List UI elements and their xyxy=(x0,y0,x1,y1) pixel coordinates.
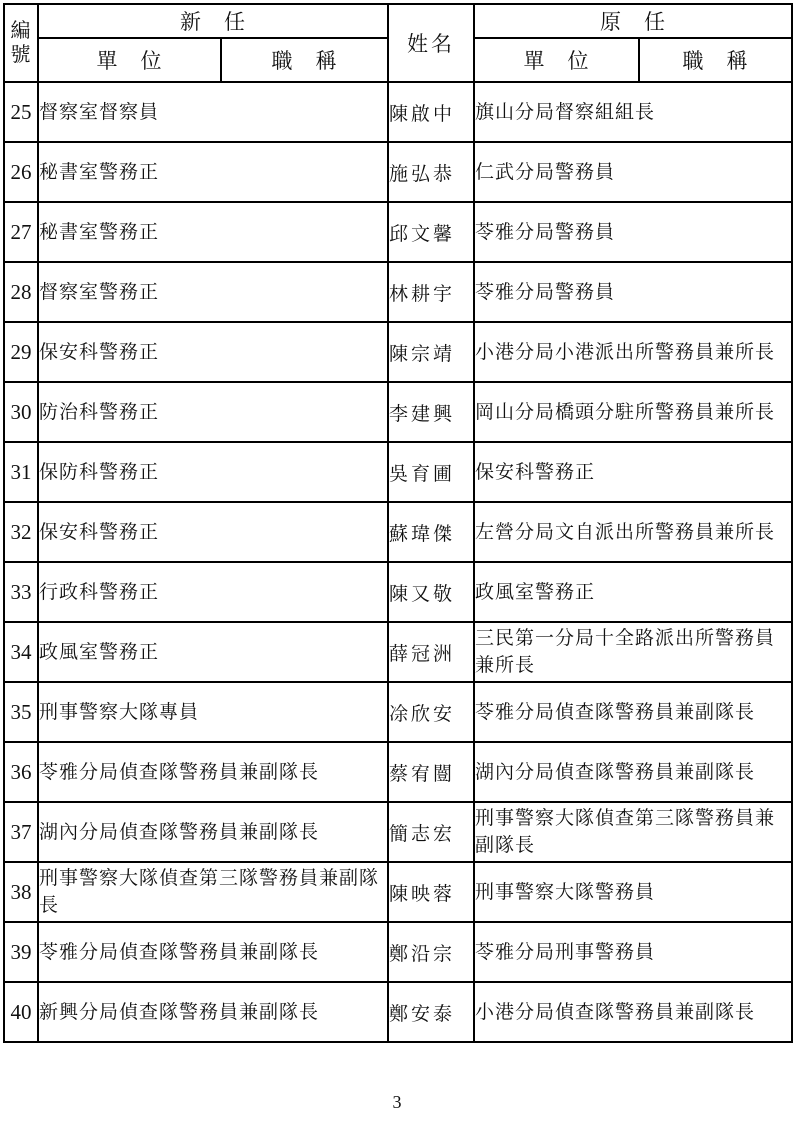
row-number-cell: 30 xyxy=(4,382,38,442)
table-row xyxy=(4,202,792,262)
former-post-cell: 仁武分局警務員 xyxy=(474,142,792,202)
row-number-cell: 36 xyxy=(4,742,38,802)
new-post-cell: 苓雅分局偵查隊警務員兼副隊長 xyxy=(38,742,388,802)
table-row xyxy=(4,682,792,742)
header-former-post: 原 任 xyxy=(474,4,792,38)
name-cell: 陳又敬 xyxy=(388,562,474,622)
former-post-cell: 小港分局小港派出所警務員兼所長 xyxy=(474,322,792,382)
new-post-cell: 秘書室警務正 xyxy=(38,142,388,202)
new-post-cell: 保安科警務正 xyxy=(38,322,388,382)
name-cell: 鄭安泰 xyxy=(388,982,474,1042)
new-post-cell: 秘書室警務正 xyxy=(38,202,388,262)
name-cell: 陳宗靖 xyxy=(388,322,474,382)
table-row xyxy=(4,502,792,562)
former-post-cell: 苓雅分局警務員 xyxy=(474,262,792,322)
table-row xyxy=(4,862,792,922)
new-post-cell: 督察室督察員 xyxy=(38,82,388,142)
row-number-cell: 31 xyxy=(4,442,38,502)
former-post-cell: 三民第一分局十全路派出所警務員兼所長 xyxy=(474,622,792,682)
row-number-cell: 35 xyxy=(4,682,38,742)
personnel-transfer-table xyxy=(3,3,793,1043)
former-post-cell: 政風室警務正 xyxy=(474,562,792,622)
name-cell: 鄭沿宗 xyxy=(388,922,474,982)
name-cell: 林耕宇 xyxy=(388,262,474,322)
header-new-title: 職 稱 xyxy=(221,38,388,82)
former-post-cell: 苓雅分局偵查隊警務員兼副隊長 xyxy=(474,682,792,742)
table-row xyxy=(4,982,792,1042)
name-cell: 邱文馨 xyxy=(388,202,474,262)
name-cell: 施弘恭 xyxy=(388,142,474,202)
row-number-cell: 34 xyxy=(4,622,38,682)
name-cell: 吳育圃 xyxy=(388,442,474,502)
table-row xyxy=(4,922,792,982)
row-number-cell: 29 xyxy=(4,322,38,382)
name-cell: 陳映蓉 xyxy=(388,862,474,922)
header-name: 姓名 xyxy=(388,4,474,82)
name-cell: 薛冠洲 xyxy=(388,622,474,682)
former-post-cell: 刑事警察大隊警務員 xyxy=(474,862,792,922)
new-post-cell: 刑事警察大隊偵查第三隊警務員兼副隊長 xyxy=(38,862,388,922)
table-row xyxy=(4,142,792,202)
table-body xyxy=(4,82,792,1042)
former-post-cell: 苓雅分局警務員 xyxy=(474,202,792,262)
row-number-cell: 40 xyxy=(4,982,38,1042)
former-post-cell: 湖內分局偵查隊警務員兼副隊長 xyxy=(474,742,792,802)
former-post-cell: 刑事警察大隊偵查第三隊警務員兼副隊長 xyxy=(474,802,792,862)
former-post-cell: 岡山分局橋頭分駐所警務員兼所長 xyxy=(474,382,792,442)
row-number-cell: 27 xyxy=(4,202,38,262)
header-number: 編號 xyxy=(4,4,38,82)
row-number-cell: 38 xyxy=(4,862,38,922)
former-post-cell: 小港分局偵查隊警務員兼副隊長 xyxy=(474,982,792,1042)
new-post-cell: 新興分局偵查隊警務員兼副隊長 xyxy=(38,982,388,1042)
new-post-cell: 保防科警務正 xyxy=(38,442,388,502)
new-post-cell: 防治科警務正 xyxy=(38,382,388,442)
former-post-cell: 保安科警務正 xyxy=(474,442,792,502)
name-cell: 蘇瑋傑 xyxy=(388,502,474,562)
new-post-cell: 湖內分局偵查隊警務員兼副隊長 xyxy=(38,802,388,862)
header-former-unit: 單 位 xyxy=(474,38,639,82)
name-cell: 蔡宥闓 xyxy=(388,742,474,802)
header-new-unit: 單 位 xyxy=(38,38,221,82)
table-row xyxy=(4,622,792,682)
table-row xyxy=(4,442,792,502)
row-number-cell: 25 xyxy=(4,82,38,142)
row-number-cell: 28 xyxy=(4,262,38,322)
row-number-cell: 39 xyxy=(4,922,38,982)
name-cell: 陳啟中 xyxy=(388,82,474,142)
new-post-cell: 保安科警務正 xyxy=(38,502,388,562)
table-row xyxy=(4,562,792,622)
new-post-cell: 政風室警務正 xyxy=(38,622,388,682)
new-post-cell: 苓雅分局偵查隊警務員兼副隊長 xyxy=(38,922,388,982)
table-row xyxy=(4,802,792,862)
row-number-cell: 32 xyxy=(4,502,38,562)
header-former-title: 職 稱 xyxy=(639,38,792,82)
name-cell: 簡志宏 xyxy=(388,802,474,862)
new-post-cell: 督察室警務正 xyxy=(38,262,388,322)
row-number-cell: 33 xyxy=(4,562,38,622)
page-number: 3 xyxy=(392,1092,402,1112)
table-row xyxy=(4,382,792,442)
header-new-post: 新 任 xyxy=(38,4,388,38)
new-post-cell: 刑事警察大隊專員 xyxy=(38,682,388,742)
row-number-cell: 37 xyxy=(4,802,38,862)
table-row xyxy=(4,82,792,142)
former-post-cell: 左營分局文自派出所警務員兼所長 xyxy=(474,502,792,562)
former-post-cell: 旗山分局督察組組長 xyxy=(474,82,792,142)
table-row xyxy=(4,322,792,382)
row-number-cell: 26 xyxy=(4,142,38,202)
table-row xyxy=(4,262,792,322)
table-row xyxy=(4,742,792,802)
new-post-cell: 行政科警務正 xyxy=(38,562,388,622)
former-post-cell: 苓雅分局刑事警務員 xyxy=(474,922,792,982)
name-cell: 李建興 xyxy=(388,382,474,442)
name-cell: 凃欣安 xyxy=(388,682,474,742)
